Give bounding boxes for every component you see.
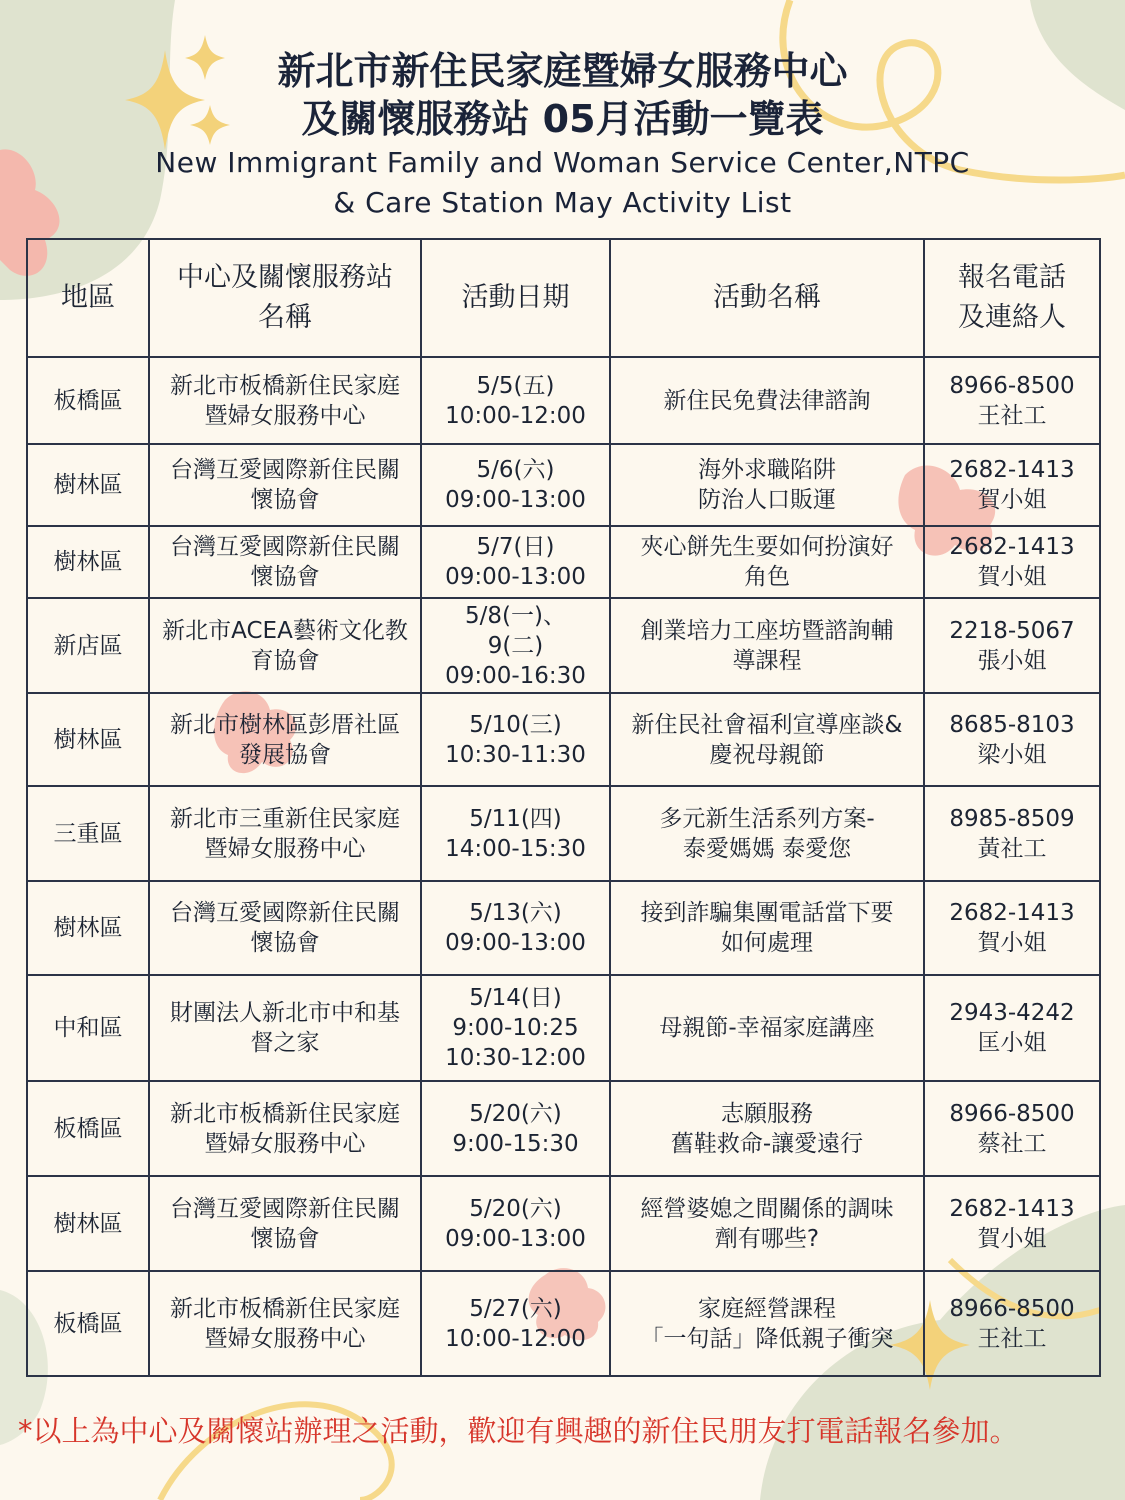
cell-activity: 新住民免費法律諮詢: [610, 357, 924, 444]
cell-activity: 新住民社會福利宣導座談& 慶祝母親節: [610, 693, 924, 786]
cell-date: 5/20(六) 09:00-13:00: [421, 1176, 610, 1271]
cell-center: 新北市三重新住民家庭 暨婦女服務中心: [149, 786, 421, 881]
cell-date: 5/27(六) 10:00-12:00: [421, 1271, 610, 1376]
cell-date: 5/5(五) 10:00-12:00: [421, 357, 610, 444]
cell-center: 台灣互愛國際新住民關 懷協會: [149, 444, 421, 526]
table-row: [27, 1176, 1100, 1271]
table-row: [27, 444, 1100, 526]
cell-activity: 母親節-幸福家庭講座: [610, 975, 924, 1081]
cell-district: 新店區: [27, 598, 149, 693]
cell-contact: 8966-8500 王社工: [924, 357, 1100, 444]
cell-district: 樹林區: [27, 526, 149, 598]
cell-activity: 海外求職陷阱 防治人口販運: [610, 444, 924, 526]
cell-date: 5/10(三) 10:30-11:30: [421, 693, 610, 786]
header-center: 中心及關懷服務站 名稱: [149, 239, 421, 357]
table-row: [27, 357, 1100, 444]
cell-date: 5/8(一)、 9(二) 09:00-16:30: [421, 598, 610, 693]
cell-date: 5/14(日) 9:00-10:25 10:30-12:00: [421, 975, 610, 1081]
cell-activity: 夾心餅先生要如何扮演好 角色: [610, 526, 924, 598]
cell-contact: 8966-8500 王社工: [924, 1271, 1100, 1376]
cell-activity: 創業培力工座坊暨諮詢輔 導課程: [610, 598, 924, 693]
cell-district: 樹林區: [27, 881, 149, 975]
cell-contact: 2682-1413 賀小姐: [924, 1176, 1100, 1271]
table-header-row: [27, 239, 1100, 357]
cell-district: 樹林區: [27, 693, 149, 786]
activity-table: [26, 238, 1101, 1377]
header-district: 地區: [27, 239, 149, 357]
cell-center: 財團法人新北市中和基 督之家: [149, 975, 421, 1081]
header-contact: 報名電話 及連絡人: [924, 239, 1100, 357]
cell-center: 新北市板橋新住民家庭 暨婦女服務中心: [149, 357, 421, 444]
table-row: [27, 975, 1100, 1081]
cell-district: 樹林區: [27, 444, 149, 526]
table-row: [27, 598, 1100, 693]
cell-date: 5/11(四) 14:00-15:30: [421, 786, 610, 881]
cell-district: 中和區: [27, 975, 149, 1081]
header-date: 活動日期: [421, 239, 610, 357]
cell-center: 台灣互愛國際新住民關 懷協會: [149, 1176, 421, 1271]
cell-date: 5/20(六) 9:00-15:30: [421, 1081, 610, 1176]
title-en-line2: & Care Station May Activity List: [333, 186, 792, 219]
cell-district: 三重區: [27, 786, 149, 881]
cell-center: 新北市板橋新住民家庭 暨婦女服務中心: [149, 1271, 421, 1376]
title-zh-line1: 新北市新住民家庭暨婦女服務中心: [277, 49, 848, 93]
cell-center: 新北市樹林區彭厝社區 發展協會: [149, 693, 421, 786]
table-row: [27, 526, 1100, 598]
cell-activity: 志願服務 舊鞋救命-讓愛遠行: [610, 1081, 924, 1176]
cell-contact: 2682-1413 賀小姐: [924, 526, 1100, 598]
cell-contact: 2218-5067 張小姐: [924, 598, 1100, 693]
cell-activity: 家庭經營課程 「一句話」降低親子衝突: [610, 1271, 924, 1376]
footnote: *以上為中心及關懷站辦理之活動，歡迎有興趣的新住民朋友打電話報名參加。: [18, 1414, 1019, 1448]
cell-activity: 多元新生活系列方案- 泰愛媽媽 泰愛您: [610, 786, 924, 881]
cell-activity: 接到詐騙集團電話當下要 如何處理: [610, 881, 924, 975]
cell-center: 台灣互愛國際新住民關 懷協會: [149, 526, 421, 598]
table-row: [27, 693, 1100, 786]
cell-district: 樹林區: [27, 1176, 149, 1271]
cell-contact: 2943-4242 匡小姐: [924, 975, 1100, 1081]
cell-center: 新北市板橋新住民家庭 暨婦女服務中心: [149, 1081, 421, 1176]
cell-date: 5/6(六) 09:00-13:00: [421, 444, 610, 526]
cell-contact: 2682-1413 賀小姐: [924, 444, 1100, 526]
cell-district: 板橋區: [27, 357, 149, 444]
cell-center: 台灣互愛國際新住民關 懷協會: [149, 881, 421, 975]
cell-contact: 2682-1413 賀小姐: [924, 881, 1100, 975]
cell-contact: 8985-8509 黃社工: [924, 786, 1100, 881]
table-row: [27, 881, 1100, 975]
cell-contact: 8685-8103 梁小姐: [924, 693, 1100, 786]
table-row: [27, 1081, 1100, 1176]
title-en-line1: New Immigrant Family and Woman Service Center,NTPC: [155, 146, 970, 179]
cell-contact: 8966-8500 蔡社工: [924, 1081, 1100, 1176]
table-row: [27, 786, 1100, 881]
cell-district: 板橋區: [27, 1271, 149, 1376]
cell-center: 新北市ACEA藝術文化教 育協會: [149, 598, 421, 693]
cell-district: 板橋區: [27, 1081, 149, 1176]
cell-date: 5/13(六) 09:00-13:00: [421, 881, 610, 975]
table-body: [27, 357, 1100, 1376]
cell-date: 5/7(日) 09:00-13:00: [421, 526, 610, 598]
title-zh-line2: 及關懷服務站 05月活動一覽表: [301, 97, 824, 141]
cell-activity: 經營婆媳之間關係的調味 劑有哪些?: [610, 1176, 924, 1271]
header-activity: 活動名稱: [610, 239, 924, 357]
table-row: [27, 1271, 1100, 1376]
